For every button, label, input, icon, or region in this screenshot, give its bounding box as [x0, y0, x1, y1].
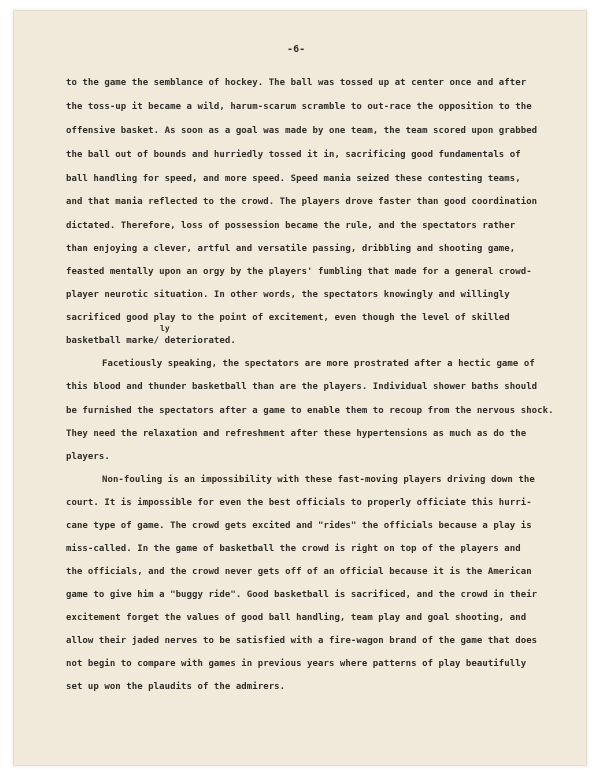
text-line-14: this blood and thunder basketball than are the players. Individual shower baths should: [66, 382, 538, 392]
text-line-20: cane type of game. The crowd gets excited and "rides" the officials because a play is: [66, 521, 532, 531]
text-line-17: players.: [66, 452, 110, 462]
text-line-24: excitement forget the values of good ball handling, team play and goal shooting, and: [66, 613, 527, 623]
text-line-6: and that mania reflected to the crowd. The players drove faster than good coordination: [66, 197, 538, 207]
text-line-10: player neurotic situation. In other words, the spectators knowingly and willingly: [66, 290, 510, 300]
text-line-13: Facetiously speaking, the spectators are more prostrated after a hectic game of: [102, 359, 535, 369]
text-line-9: feasted mentally upon an orgy by the players' fumbling that made for a general crowd-: [66, 267, 532, 277]
text-line-18: Non-fouling is an impossibility with these fast-moving players driving down the: [102, 475, 535, 485]
text-line-25: allow their jaded nerves to be satisfied with a fire-wagon brand of the game that does: [66, 636, 538, 646]
text-line-27: set up won the plaudits of the admirers.: [66, 682, 286, 692]
text-line-7: dictated. Therefore, loss of possession became the rule, and the spectators rather: [66, 221, 516, 231]
text-line-16: They need the relaxation and refreshment after these hypertensions as much as do the: [66, 429, 527, 439]
text-line-23: game to give him a "buggy ride". Good basketball is sacrificed, and the crowd in their: [66, 590, 538, 600]
page-number: -6-: [287, 44, 306, 55]
text-line-12: basketball marke/ deteriorated.: [66, 336, 236, 346]
text-line-8: than enjoying a clever, artful and versatile passing, dribbling and shooting game,: [66, 244, 516, 254]
text-line-26: not begin to compare with games in previous years where patterns of play beautifully: [66, 659, 527, 669]
interlinear-insertion: ly: [160, 324, 170, 333]
text-line-5: ball handling for speed, and more speed. Speed mania seized these contesting teams,: [66, 174, 521, 184]
text-line-22: the officials, and the crowd never gets off of an official because it is the American: [66, 567, 532, 577]
text-line-1: to the game the semblance of hockey. The ball was tossed up at center once and after: [66, 78, 527, 88]
text-line-11: sacrificed good play to the point of excitement, even though the level of skilled: [66, 313, 510, 323]
text-line-4: the ball out of bounds and hurriedly tossed it in, sacrificing good fundamentals of: [66, 150, 521, 160]
text-line-19: court. It is impossible for even the best officials to properly officiate this hurri-: [66, 498, 532, 508]
text-line-2: the toss-up it became a wild, harum-scarum scramble to out-race the opposition to the: [66, 102, 532, 112]
text-line-21: miss-called. In the game of basketball the crowd is right on top of the players and: [66, 544, 521, 554]
text-line-3: offensive basket. As soon as a goal was made by one team, the team scored upon grabbed: [66, 126, 538, 136]
text-line-15: be furnished the spectators after a game to enable them to recoup from the nervous shock.: [66, 406, 554, 416]
